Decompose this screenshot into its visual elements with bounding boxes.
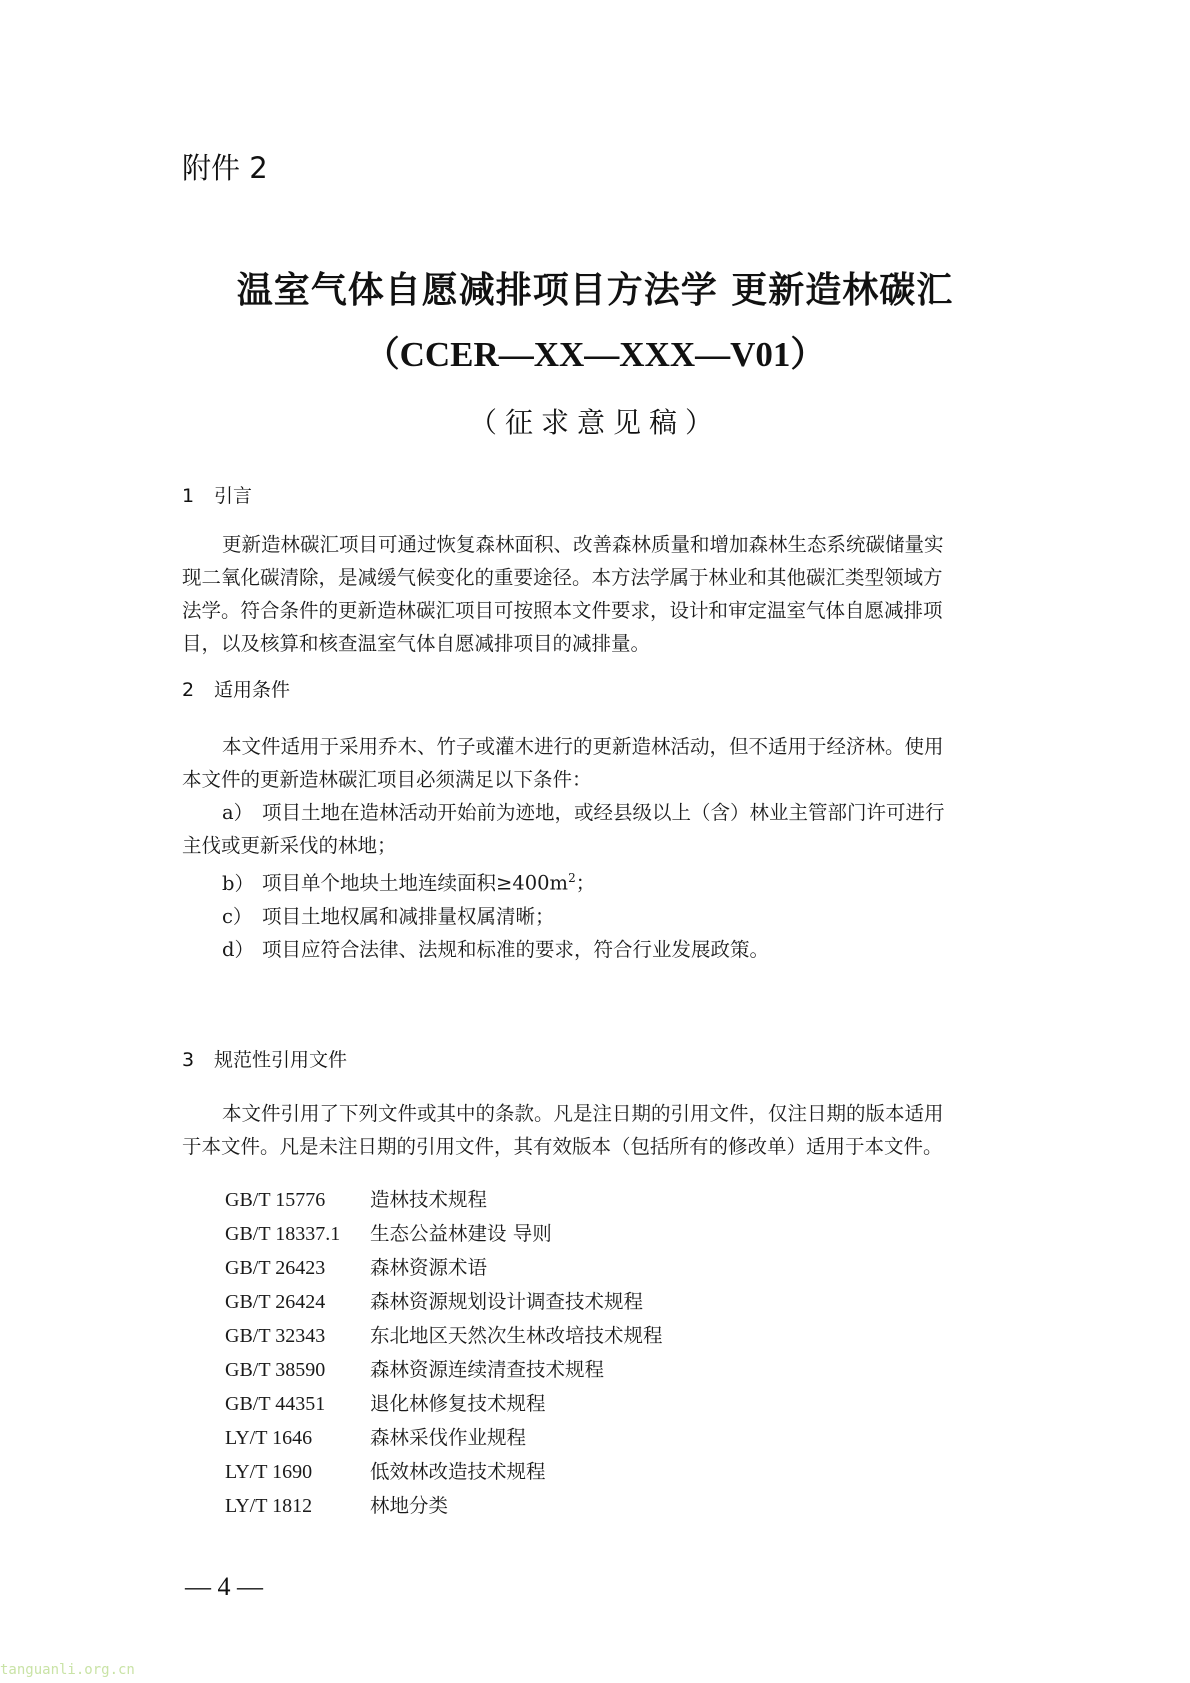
reference-row — [225, 1421, 663, 1455]
section-1-heading — [182, 481, 252, 508]
item-label: a） — [222, 801, 254, 824]
reference-row — [225, 1455, 663, 1489]
reference-name: 东北地区天然次生林改培技术规程 — [370, 1324, 663, 1347]
section-3-body — [182, 1097, 1012, 1163]
reference-code: GB/T 38590 — [225, 1359, 326, 1381]
reference-row — [225, 1387, 663, 1421]
condition-item — [182, 796, 1012, 829]
reference-code: LY/T 1812 — [225, 1495, 313, 1517]
paragraph-line: 现二氧化碳清除，是减缓气候变化的重要途径。本方法学属于林业和其他碳汇类型领域方 — [182, 566, 943, 589]
document-code: （CCER—XX—XXX—V01） — [364, 335, 826, 374]
condition-item — [182, 862, 1012, 900]
reference-row — [225, 1489, 663, 1523]
watermark: tanguanli.org.cn — [0, 1662, 135, 1678]
reference-row — [225, 1285, 663, 1319]
reference-name: 造林技术规程 — [370, 1188, 488, 1211]
draft-status: （征求意见稿） — [468, 406, 721, 439]
condition-item-continuation: 主伐或更新采伐的林地； — [182, 834, 397, 857]
reference-code: GB/T 32343 — [225, 1325, 326, 1347]
reference-code: GB/T 26423 — [225, 1257, 326, 1279]
section-number: 1 — [182, 485, 195, 507]
section-title: 引言 — [214, 485, 253, 507]
paragraph-line: 目，以及核算和核查温室气体自愿减排项目的减排量。 — [182, 632, 651, 655]
reference-code: GB/T 18337.1 — [225, 1223, 341, 1245]
reference-code: GB/T 44351 — [225, 1393, 326, 1415]
paragraph-line: 法学。符合条件的更新造林碳汇项目可按照本文件要求，设计和审定温室气体自愿减排项 — [182, 599, 943, 622]
reference-name: 低效林改造技术规程 — [370, 1460, 546, 1483]
section-2-heading — [182, 675, 290, 702]
reference-code: GB/T 15776 — [225, 1189, 326, 1211]
reference-row — [225, 1183, 663, 1217]
reference-row — [225, 1251, 663, 1285]
item-text: 项目土地在造林活动开始前为迹地，或经县级以上（含）林业主管部门许可进行 — [262, 801, 945, 824]
reference-row — [225, 1319, 663, 1353]
item-text: 项目应符合法律、法规和标准的要求，符合行业发展政策。 — [262, 937, 770, 961]
paragraph-line: 更新造林碳汇项目可通过恢复森林面积、改善森林质量和增加森林生态系统碳储量实 — [222, 533, 944, 556]
reference-name: 森林资源连续清查技术规程 — [370, 1358, 605, 1381]
section-number: 2 — [182, 679, 195, 701]
reference-row — [225, 1217, 663, 1251]
section-3-heading — [182, 1045, 347, 1072]
section-number: 3 — [182, 1049, 195, 1071]
reference-row — [225, 1353, 663, 1387]
item-text: 项目土地权属和减排量权属清晰； — [262, 904, 555, 928]
paragraph-line: 于本文件。凡是未注日期的引用文件，其有效版本（包括所有的修改单）适用于本文件。 — [182, 1135, 943, 1158]
superscript: 2 — [568, 871, 576, 885]
reference-list — [225, 1183, 663, 1523]
section-1-body — [182, 528, 1012, 660]
reference-name: 森林资源术语 — [370, 1256, 488, 1279]
reference-name: 森林采伐作业规程 — [370, 1426, 527, 1449]
item-label: d） — [222, 937, 254, 961]
attachment-label: 附件 2 — [182, 151, 268, 185]
section-title: 适用条件 — [214, 679, 291, 701]
reference-name: 林地分类 — [370, 1494, 449, 1517]
page-number: — 4 — — [185, 1572, 263, 1601]
document-title: 温室气体自愿减排项目方法学 更新造林碳汇 — [236, 269, 954, 311]
paragraph-line: 本文件引用了下列文件或其中的条款。凡是注日期的引用文件，仅注日期的版本适用 — [222, 1102, 944, 1125]
reference-name: 生态公益林建设 导则 — [370, 1222, 552, 1245]
item-label: b） — [222, 871, 254, 895]
condition-item — [182, 933, 1012, 966]
item-text: 项目单个地块土地连续面积≥400m — [262, 871, 569, 895]
condition-item — [182, 900, 1012, 933]
paragraph-line: 本文件适用于采用乔木、竹子或灌木进行的更新造林活动，但不适用于经济林。使用 — [222, 735, 944, 758]
reference-code: LY/T 1646 — [225, 1427, 313, 1449]
item-tail: ； — [575, 871, 596, 895]
item-label: c） — [222, 904, 253, 928]
section-2-body — [182, 730, 1012, 966]
reference-code: LY/T 1690 — [225, 1461, 313, 1483]
reference-code: GB/T 26424 — [225, 1291, 326, 1313]
reference-name: 森林资源规划设计调查技术规程 — [370, 1290, 644, 1313]
paragraph-line: 本文件的更新造林碳汇项目必须满足以下条件： — [182, 768, 592, 791]
section-title: 规范性引用文件 — [214, 1049, 348, 1071]
reference-name: 退化林修复技术规程 — [370, 1392, 546, 1415]
